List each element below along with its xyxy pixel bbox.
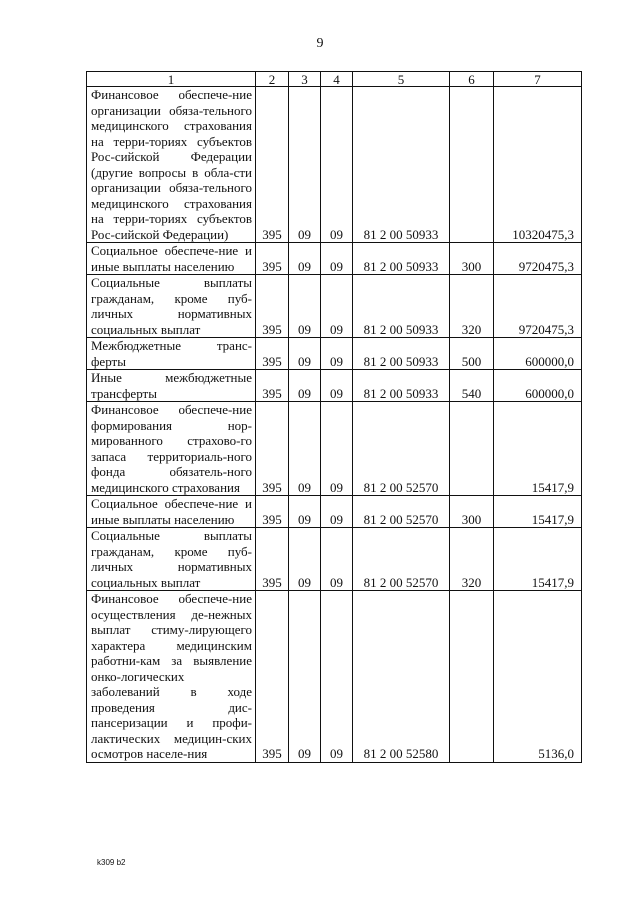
table-row — [87, 370, 582, 402]
row-name: Социальные выплаты гражданам, кроме пуб-личных нормативных социальных выплат — [87, 528, 256, 591]
table-row — [87, 496, 582, 528]
row-expense-type: 320 — [450, 528, 494, 591]
row-code: 395 — [256, 402, 289, 496]
row-target: 81 2 00 50933 — [353, 338, 450, 370]
row-amount: 9720475,3 — [494, 275, 582, 338]
row-code: 395 — [256, 87, 289, 243]
page-number: 9 — [316, 36, 324, 51]
row-name: Социальное обеспече-ние и иные выплаты населению — [87, 496, 256, 528]
row-name: Финансовое обеспече-ние формирования нор-мированного страхово-го запаса территориаль-ного фонда обязатель-ного медицинского страхования — [87, 402, 256, 496]
header-col-1: 1 — [87, 72, 256, 87]
row-expense-type: 320 — [450, 275, 494, 338]
row-section: 09 — [289, 370, 321, 402]
row-section: 09 — [289, 87, 321, 243]
row-name: Финансовое обеспече-ние осуществления де-нежных выплат стиму-лирующего характера медицинским работни-кам за выявление онко-логических заболеваний в ходе проведения дис-пансеризации и профи-лактических медицин-ских осмотров населе-ния — [87, 591, 256, 763]
row-amount: 600000,0 — [494, 338, 582, 370]
row-expense-type: 500 — [450, 338, 494, 370]
row-section: 09 — [289, 591, 321, 763]
row-target: 81 2 00 52570 — [353, 496, 450, 528]
row-name: Социальные выплаты гражданам, кроме пуб-личных нормативных социальных выплат — [87, 275, 256, 338]
row-target: 81 2 00 50933 — [353, 275, 450, 338]
row-section: 09 — [289, 243, 321, 275]
row-name: Финансовое обеспече-ние организации обяза-тельного медицинского страхования на терри-ториях субъектов Рос-сийской Федерации (другие вопросы в обла-сти организации обяза-тельного медицинского страхования на терри-ториях субъектов Рос-сийской Федерации) — [87, 87, 256, 243]
row-section: 09 — [289, 402, 321, 496]
row-target: 81 2 00 50933 — [353, 243, 450, 275]
row-target: 81 2 00 52570 — [353, 402, 450, 496]
row-code: 395 — [256, 338, 289, 370]
row-subsection: 09 — [321, 528, 353, 591]
row-subsection: 09 — [321, 275, 353, 338]
row-section: 09 — [289, 338, 321, 370]
row-subsection: 09 — [321, 243, 353, 275]
row-code: 395 — [256, 591, 289, 763]
row-amount: 9720475,3 — [494, 243, 582, 275]
row-name: Иные межбюджетные трансферты — [87, 370, 256, 402]
footer-code: k309 b2 — [97, 858, 126, 867]
row-target: 81 2 00 52570 — [353, 528, 450, 591]
row-amount: 15417,9 — [494, 402, 582, 496]
header-col-3: 3 — [289, 72, 321, 87]
header-col-4: 4 — [321, 72, 353, 87]
row-amount: 5136,0 — [494, 591, 582, 763]
row-subsection: 09 — [321, 338, 353, 370]
row-name: Межбюджетные транс-ферты — [87, 338, 256, 370]
table-row — [87, 528, 582, 591]
header-col-5: 5 — [353, 72, 450, 87]
row-expense-type: 300 — [450, 243, 494, 275]
row-code: 395 — [256, 243, 289, 275]
row-amount: 15417,9 — [494, 496, 582, 528]
table-row — [87, 243, 582, 275]
budget-table — [86, 71, 582, 763]
header-col-6: 6 — [450, 72, 494, 87]
row-subsection: 09 — [321, 591, 353, 763]
row-subsection: 09 — [321, 87, 353, 243]
row-amount: 10320475,3 — [494, 87, 582, 243]
table-row — [87, 591, 582, 763]
row-code: 395 — [256, 370, 289, 402]
row-section: 09 — [289, 528, 321, 591]
row-subsection: 09 — [321, 402, 353, 496]
row-amount: 600000,0 — [494, 370, 582, 402]
row-target: 81 2 00 50933 — [353, 370, 450, 402]
row-target: 81 2 00 52580 — [353, 591, 450, 763]
row-code: 395 — [256, 496, 289, 528]
row-section: 09 — [289, 496, 321, 528]
row-code: 395 — [256, 275, 289, 338]
row-name: Социальное обеспече-ние и иные выплаты населению — [87, 243, 256, 275]
header-col-2: 2 — [256, 72, 289, 87]
row-subsection: 09 — [321, 370, 353, 402]
table-row — [87, 338, 582, 370]
row-expense-type — [450, 591, 494, 763]
row-amount: 15417,9 — [494, 528, 582, 591]
header-col-7: 7 — [494, 72, 582, 87]
table-header-row — [87, 72, 582, 87]
row-code: 395 — [256, 528, 289, 591]
table-row — [87, 275, 582, 338]
row-expense-type: 540 — [450, 370, 494, 402]
row-subsection: 09 — [321, 496, 353, 528]
row-target: 81 2 00 50933 — [353, 87, 450, 243]
row-expense-type — [450, 87, 494, 243]
row-expense-type — [450, 402, 494, 496]
row-expense-type: 300 — [450, 496, 494, 528]
row-section: 09 — [289, 275, 321, 338]
table-row — [87, 402, 582, 496]
table-row — [87, 87, 582, 243]
